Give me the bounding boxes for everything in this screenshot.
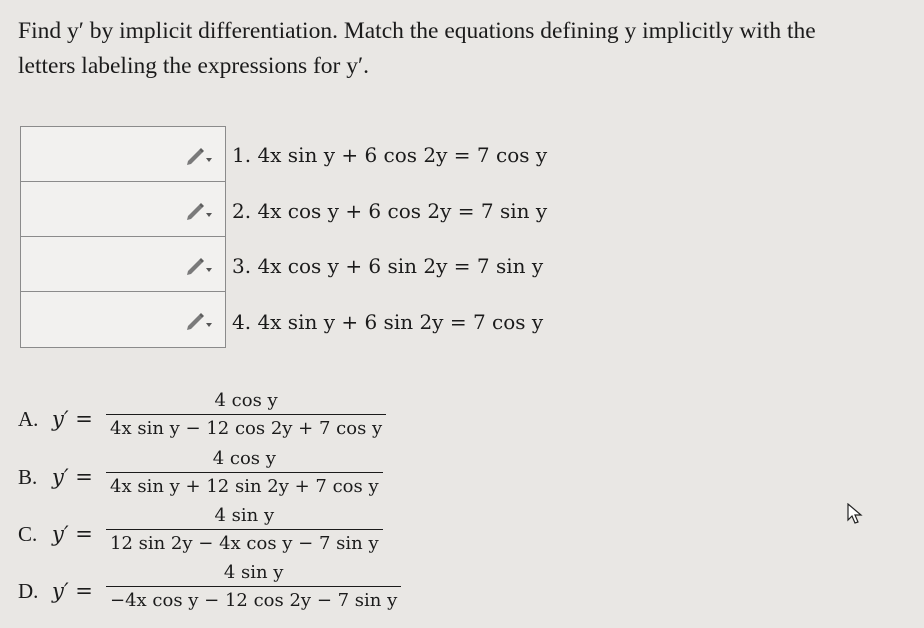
numerator: 4 cos y: [212, 448, 276, 469]
choice-d: [18, 562, 448, 622]
choice-a: [18, 390, 448, 450]
pencil-dropdown-icon[interactable]: [181, 200, 215, 222]
numerator: 4 cos y: [214, 390, 278, 411]
pencil-dropdown-icon[interactable]: [181, 145, 215, 167]
choice-b: [18, 448, 448, 508]
question-prompt: [18, 14, 913, 84]
choice-lhs: y′ =: [52, 579, 93, 603]
fraction: [106, 562, 401, 611]
prompt-line-2: letters labeling the expressions for y′.: [18, 53, 370, 79]
fraction: [106, 448, 383, 497]
choice-letter: B.: [18, 465, 38, 489]
answer-box-1[interactable]: [21, 127, 225, 182]
prompt-line-1: Find y′ by implicit differentiation. Match the equations defining y implicitly with the: [18, 18, 816, 44]
pencil-dropdown-icon[interactable]: [181, 310, 215, 332]
equation-3: 3. 4x cos y + 6 sin 2y = 7 sin y: [232, 254, 544, 278]
denominator: 12 sin 2y − 4x cos y − 7 sin y: [106, 529, 383, 554]
pencil-dropdown-icon[interactable]: [181, 255, 215, 277]
answer-box-3[interactable]: [21, 237, 225, 292]
answer-box-4[interactable]: [21, 292, 225, 347]
denominator: −4x cos y − 12 cos 2y − 7 sin y: [106, 586, 401, 611]
fraction: [106, 390, 386, 439]
answer-box-2[interactable]: [21, 182, 225, 237]
denominator: 4x sin y − 12 cos 2y + 7 cos y: [106, 414, 386, 439]
equation-1: 1. 4x sin y + 6 cos 2y = 7 cos y: [232, 143, 548, 167]
choice-letter: D.: [18, 579, 39, 603]
choice-letter: C.: [18, 522, 38, 546]
choice-lhs: y′ =: [52, 407, 93, 431]
denominator: 4x sin y + 12 sin 2y + 7 cos y: [106, 472, 383, 497]
choice-c: [18, 505, 448, 565]
choice-lhs: y′ =: [52, 465, 93, 489]
numerator: 4 sin y: [214, 505, 275, 526]
choice-letter: A.: [18, 407, 39, 431]
mouse-pointer-icon: [846, 503, 864, 525]
choice-lhs: y′ =: [52, 522, 93, 546]
fraction: [106, 505, 383, 554]
equation-2: 2. 4x cos y + 6 cos 2y = 7 sin y: [232, 199, 548, 223]
answer-grid: [20, 126, 226, 348]
numerator: 4 sin y: [223, 562, 284, 583]
equation-4: 4. 4x sin y + 6 sin 2y = 7 cos y: [232, 310, 544, 334]
